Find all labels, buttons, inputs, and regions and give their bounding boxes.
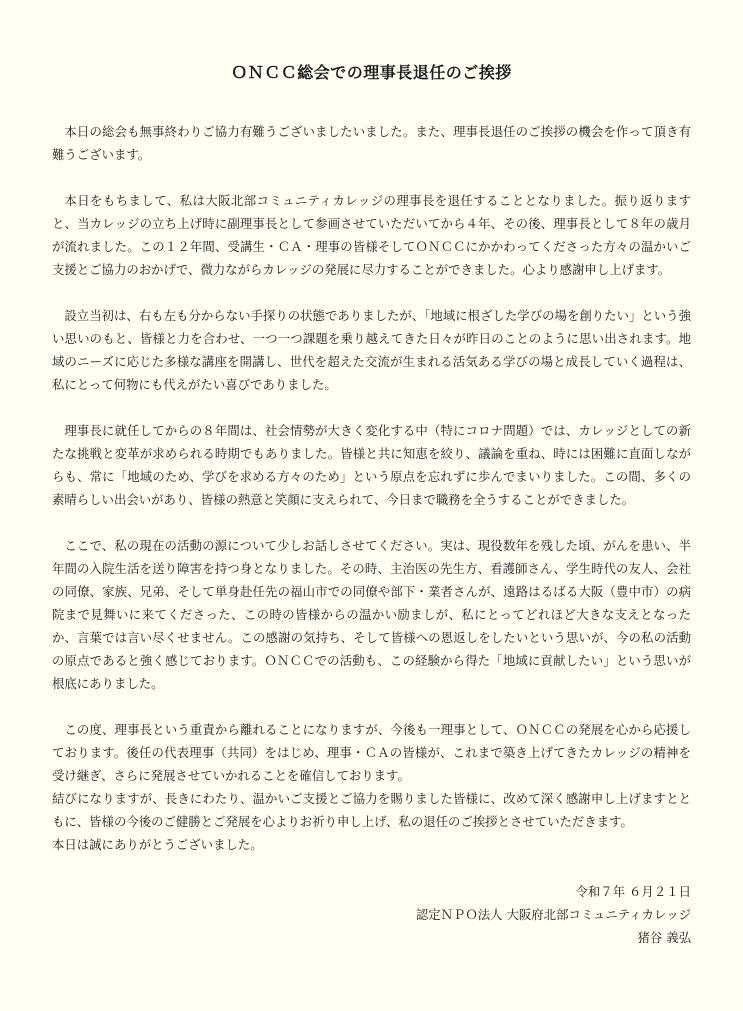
paragraph-6: この度、理事長という重責から離れることになりますが、今後も一理事として、ＯＮＣＣの発展を心から応援しております。後任の代表理事（共同）をはじめ、理事・ＣＡの皆様が、これまで築き上げてきたカレッジの精神を受け継ぎ、さらに発展させていかれることを確信しております。 [52,722,691,783]
paragraph-3: 設立当初は、右も左も分からない手探りの状態でありましたが、「地域に根ざした学びの場を創りたい」という強い思いのもと、皆様と力を合わせ、一つ一つ課題を乗り越えてきた日々が昨日のことのように思い出されます。地域のニーズに応じた多様な講座を開講し、世代を超えた交流が生まれる活気ある学びの場と成長していく過程は、私にとって何物にも代えがたい喜びでありました。 [52,308,691,392]
paragraph-4: 理事長に就任してからの８年間は、社会情勢が大きく変化する中（特にコロナ問題）では、カレッジとしての新たな挑戦と変革が求められる時期でもありました。皆様と共に知恵を絞り、議論を重ね、時には困難に直面しながらも、常に「地域のため、学びを求める方々のため」という原点を忘れずに歩んでまいりました。この間、多くの素晴らしい出会いがあり、皆様の熱意と笑顔に支えられて、今日まで職務を全うすることができました。 [52,423,691,507]
paragraph-5: ここで、私の現在の活動の源について少しお話しさせてください。実は、現役数年を残した頃、がんを患い、半年間の入院生活を送り障害を持つ身となりました。その時、主治医の先生方、看護師さん、学生時代の友人、会社の同僚、家族、兄弟、そして単身赴任先の福山市での同僚や部下・業者さんが、遠路はるばる大阪（豊中市）の病院まで見舞いに来てくださった、この時の皆様からの温かい励ましが、私にとってどれほど大きな支えとなったか、言葉では言い尽くせません。この感謝の気持ち、そして皆様への恩返しをしたいという思いが、今の私の活動の原点であると強く感じております。ＯＮＣＣでの活動も、この経験から得た「地域に貢献したい」という思いが根底にありました。 [52,538,691,691]
signature-date: 令和７年 ６月２１日 [575,884,691,899]
paragraph-1: 本日の総会も無事終わりご協力有難うございましたいました。また、理事長退任のご挨拶の機会を作って頂き有難うございます。 [52,124,691,162]
document-title: ＯＮＣＣ総会での理事長退任のご挨拶 [231,63,512,82]
paragraph-2: 本日をもちまして、私は大阪北部コミュニティカレッジの理事長を退任することとなりました。振り返りますと、当カレッジの立ち上げ時に副理事長として参画させていただいてから４年、その後、理事長として８年の歳月が流れました。この１２年間、受講生・ＣＡ・理事の皆様そしてＯＮＣＣにかかわってくださった方々の温かいご支援とご協力のおかげで、微力ながらカレッジの発展に尽力することができました。心より感謝申し上げます。 [52,193,691,277]
thanks-line: 本日は誠にありがとうございました。 [52,837,263,852]
signature-name: 猪谷 義弘 [637,930,691,945]
signature-block [416,880,691,949]
signature-organization: 認定ＮＰＯ法人 大阪府北部コミュニティカレッジ [415,907,691,922]
closing-paragraph: 結びになりますが、長きにわたり、温かいご支援とご協力を賜りました皆様に、改めて深く感謝申し上げますとともに、皆様の今後のご健勝とご発展を心よりお祈り申し上げ、私の退任のご挨拶とさせていただきます。 [52,791,691,829]
